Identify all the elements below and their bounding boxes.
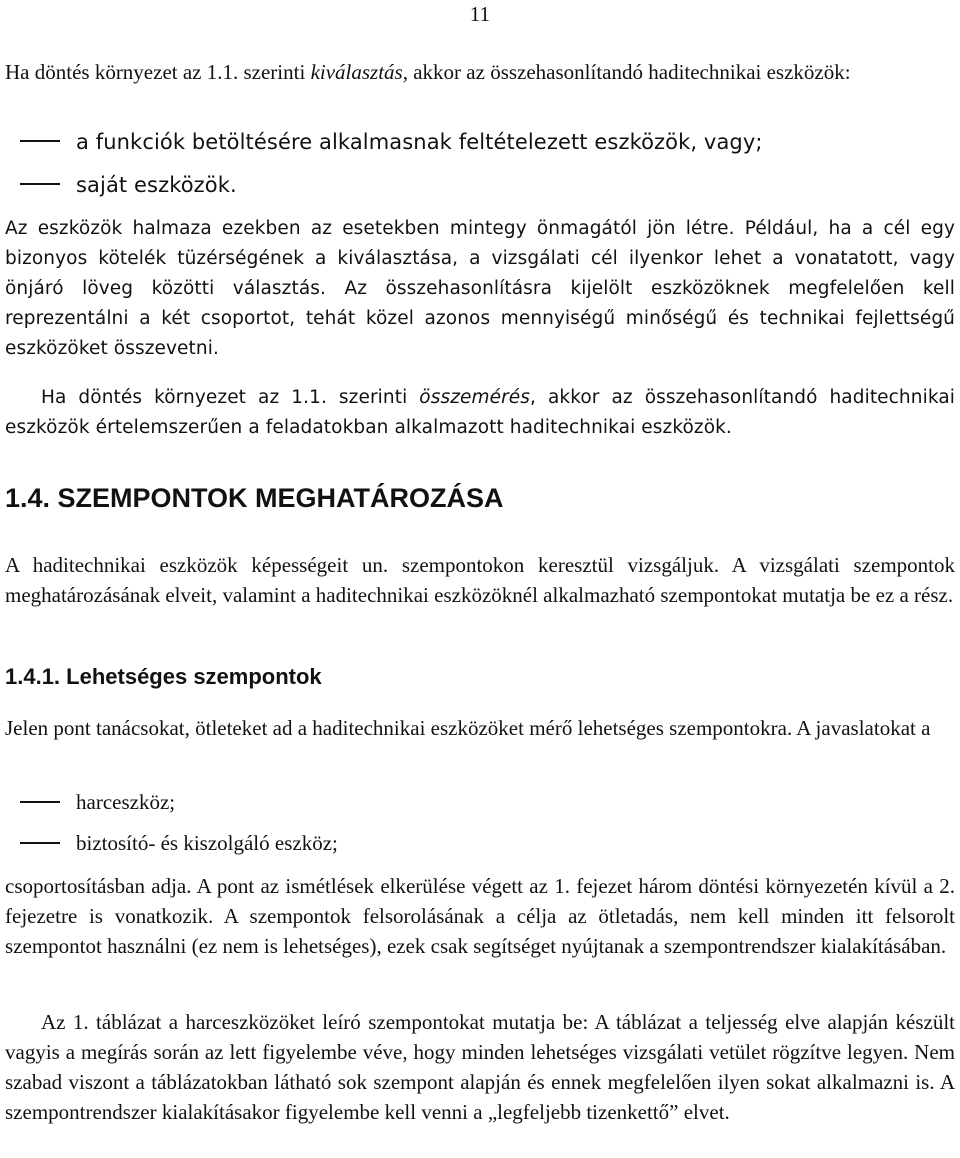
- list-item-text: biztosító- és kiszolgáló eszköz;: [76, 831, 338, 855]
- page-number: 11: [469, 2, 490, 26]
- emphasis-term: kiválasztás: [310, 60, 403, 84]
- paragraph-criteria-intro: A haditechnikai eszközök képességeit un. szempontokon keresztül vizsgáljuk. A vizsgálati szempontok meghatározásának elveit, valamint a haditechnikai eszközöknél alkalmazható szempontokat mutatja be ez a rész.: [5, 553, 955, 607]
- paragraph-comparison-context: [5, 383, 955, 443]
- dash-bullet-icon: [20, 140, 60, 142]
- paragraph-table-reference: Az 1. táblázat a harceszközöket leíró szempontokat mutatja be: A táblázat a teljesség elve alapján készült vagyis a megírás során az lett figyelembe véve, hogy minden lehetséges vizsgálati vetület rögzítve legyen. Nem szabad viszont a táblázatokban látható sok szempont alapján és ennek megfelelően ilyen sokat alkalmazni is. A szempontrendszer kialakításakor figyelembe kell venni a „legfeljebb tizenkettő” elvet.: [5, 1010, 955, 1124]
- paragraph-text: , akkor az összehasonlítandó haditechnikai eszközök értelemszerűen a feladatokban alkalmazott haditechnikai eszközök.: [5, 387, 955, 438]
- paragraph-text: Ha döntés környezet az 1.1. szerinti: [41, 387, 420, 408]
- paragraph-selection-context: [5, 57, 955, 87]
- emphasis-term: összemérés: [419, 387, 531, 408]
- dash-bullet-icon: [20, 842, 60, 844]
- list-item-text: saját eszközök.: [76, 173, 237, 197]
- list-item: [20, 170, 237, 200]
- list-item: [20, 127, 763, 157]
- subsection-heading: 1.4.1. Lehetséges szempontok: [5, 664, 322, 689]
- section-heading: 1.4. SZEMPONTOK MEGHATÁROZÁSA: [5, 483, 504, 513]
- paragraph-text: Ha döntés környezet az 1.1. szerinti: [5, 60, 311, 84]
- paragraph-grouping: csoportosításban adja. A pont az ismétlések elkerülése végett az 1. fejezet három döntési környezetén kívül a 2. fejezetre is vonatkozik. A szempontok felsorolásának a célja az ötletadás, nem kell minden itt felsorolt szempontot használni (ez nem is lehetséges), ezek csak segítséget nyújtanak a szempontrendszer kialakításában.: [5, 874, 955, 958]
- paragraph-tool-set: Az eszközök halmaza ezekben az esetekben mintegy önmagától jön létre. Például, ha a cél egy bizonyos kötelék tüzérségének a kiválasztása, a vizsgálati cél ilyenkor lehet a vonatatott, vagy önjáró löveg közötti választás. Az összehasonlításra kijelölt eszközöknek megfelelően kell reprezentálni a két csoportot, tehát közel azonos mennyiségű minőségű és technikai fejlettségű eszközöket összevetni.: [5, 218, 955, 359]
- dash-bullet-icon: [20, 183, 60, 185]
- list-item: [20, 828, 338, 858]
- list-item-text: a funkciók betöltésére alkalmasnak feltételezett eszközök, vagy;: [76, 130, 763, 154]
- paragraph-text: , akkor az összehasonlítandó haditechnikai eszközök:: [402, 60, 851, 84]
- list-item: [20, 787, 175, 817]
- list-item-text: harceszköz;: [76, 790, 176, 814]
- paragraph-possible-criteria: Jelen pont tanácsokat, ötleteket ad a haditechnikai eszközöket mérő lehetséges szempontokra. A javaslatokat a: [5, 716, 931, 740]
- dash-bullet-icon: [20, 801, 60, 803]
